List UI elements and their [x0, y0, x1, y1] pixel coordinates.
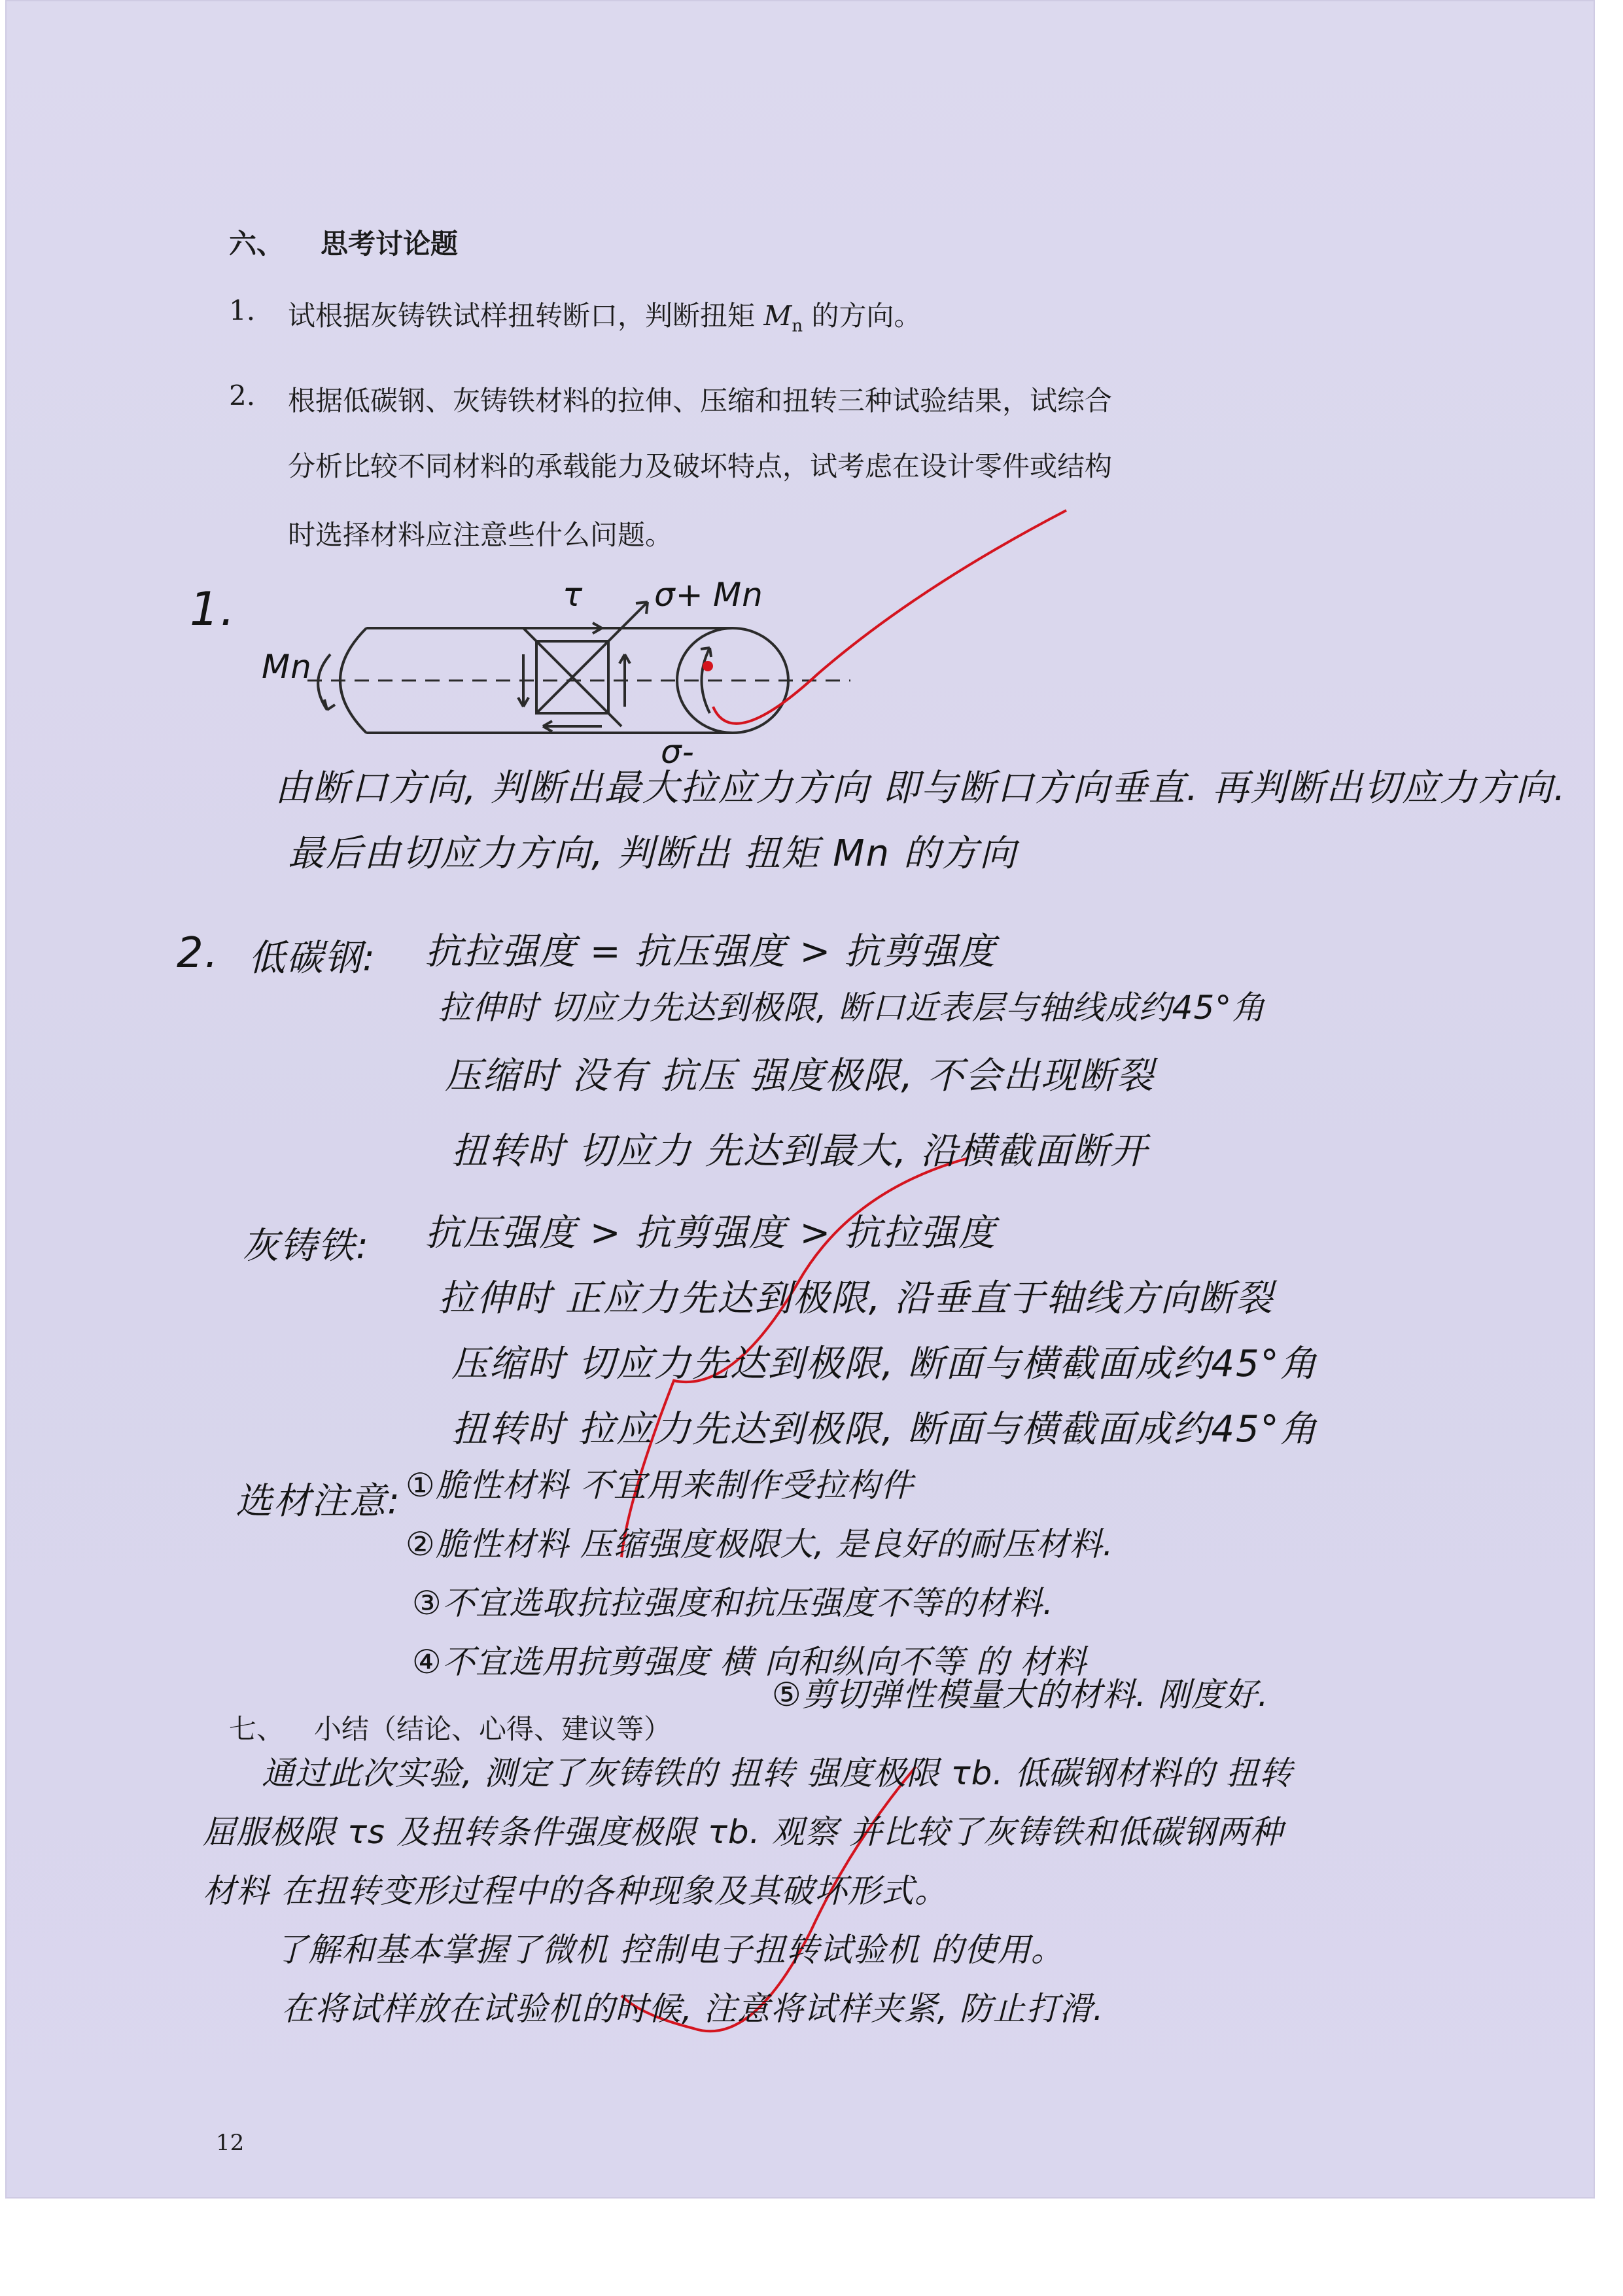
selection-note: ⑤剪切弹性模量大的材料. 刚度好.	[772, 1676, 1269, 1714]
low-carbon-line: 抗拉强度 = 抗压强度 > 抗剪强度	[425, 930, 997, 973]
cast-iron-line: 拉伸时 正应力先达到极限, 沿垂直于轴线方向断裂	[438, 1277, 1274, 1320]
section7-heading-number: 七、	[229, 1713, 285, 1745]
torque-label-left: Mn	[262, 648, 312, 686]
page-number: 12	[216, 2130, 245, 2156]
selection-note: ①脆性材料 不宜用来制作受拉构件	[406, 1466, 914, 1504]
torque-label-right: Mn	[713, 576, 763, 614]
material-selection-label: 选材注意:	[236, 1480, 401, 1523]
section7-heading-title: 小结（结论、心得、建议等）	[314, 1713, 672, 1745]
question1-text-a: 试根据灰铸铁试样扭转断口，判断扭矩	[288, 300, 764, 332]
question1-text-b: 的方向。	[803, 300, 922, 332]
question2-line-2: 分析比较不同材料的承载能力及破坏特点，试考虑在设计零件或结构	[288, 450, 1113, 482]
answer1-line-1: 由断口方向, 判断出最大拉应力方向 即与断口方向垂直. 再判断出切应力方向.	[275, 767, 1567, 809]
sigma-plus-label: σ+	[654, 576, 704, 614]
summary-line: 在将试样放在试验机的时候, 注意将试样夹紧, 防止打滑.	[281, 1990, 1104, 2028]
selection-note: ④不宜选用抗剪强度 横 向和纵向不等 的 材料	[412, 1643, 1087, 1681]
selection-note: ③不宜选取抗拉强度和抗压强度不等的材料.	[412, 1584, 1054, 1622]
low-carbon-line: 压缩时 没有 抗压 强度极限, 不会出现断裂	[445, 1055, 1155, 1097]
section6-heading-number: 六、	[229, 228, 285, 260]
cast-iron-line: 压缩时 切应力先达到极限, 断面与横截面成约45°角	[451, 1343, 1318, 1385]
question1-number: 1.	[229, 294, 256, 327]
summary-line: 了解和基本掌握了微机 控制电子扭转试验机 的使用。	[275, 1931, 1064, 1969]
answer2-number: 2.	[177, 929, 220, 978]
low-carbon-steel-label: 低碳钢:	[249, 937, 376, 980]
answer1-number: 1.	[190, 582, 236, 636]
cast-iron-label: 灰铸铁:	[242, 1225, 370, 1267]
question1-variable: M	[763, 300, 792, 332]
summary-line: 通过此次实验, 测定了灰铸铁的 扭转 强度极限 τb. 低碳钢材料的 扭转	[262, 1754, 1293, 1792]
question1-text	[288, 294, 921, 336]
section6-heading-title: 思考讨论题	[321, 228, 459, 260]
cast-iron-line: 扭转时 拉应力先达到极限, 断面与横截面成约45°角	[451, 1408, 1318, 1451]
tau-label: τ	[563, 576, 584, 614]
low-carbon-line: 拉伸时 切应力先达到极限, 断口近表层与轴线成约45°角	[438, 989, 1266, 1027]
summary-line: 材料 在扭转变形过程中的各种现象及其破坏形式。	[203, 1872, 948, 1910]
sigma-minus-label: σ-	[661, 733, 695, 771]
question1-subscript: n	[792, 316, 803, 336]
question2-number: 2.	[229, 380, 256, 412]
answer1-line-2: 最后由切应力方向, 判断出 扭矩 Mn 的方向	[288, 832, 1017, 875]
question2-line-3: 时选择材料应注意些什么问题。	[288, 519, 673, 551]
selection-note: ②脆性材料 压缩强度极限大, 是良好的耐压材料.	[406, 1525, 1114, 1563]
low-carbon-line: 扭转时 切应力 先达到最大, 沿横截面断开	[451, 1130, 1149, 1173]
summary-line: 屈服极限 τs 及扭转条件强度极限 τb. 观察 并比较了灰铸铁和低碳钢两种	[203, 1813, 1283, 1851]
cast-iron-line: 抗压强度 > 抗剪强度 > 抗拉强度	[425, 1212, 997, 1254]
question2-line-1: 根据低碳钢、灰铸铁材料的拉伸、压缩和扭转三种试验结果，试综合	[288, 385, 1113, 417]
